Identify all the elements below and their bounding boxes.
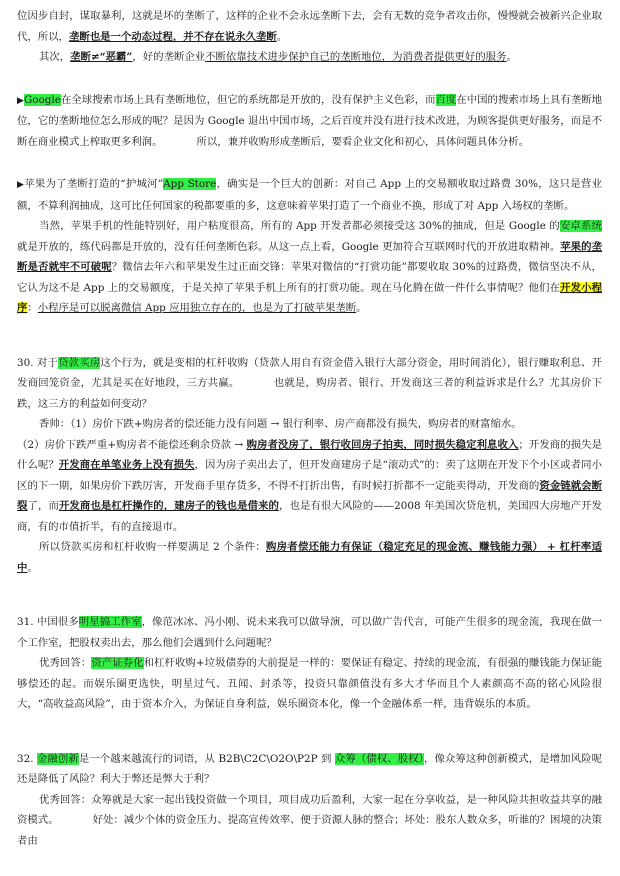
underlined-text: 购房者没房了，银行收回房子拍卖，同时损失稳定利息收入	[246, 438, 519, 451]
underlined-text: 开发商在单笔业务上没有损失	[58, 459, 195, 471]
text: ？微信去年六和苹果发生过正面交锋：苹果对微信的“打赏功能”都要收取 30%的过路费，微信坚决不从，它认为这不是 App 上的交易额度，于是关掉了苹果手机上所有的打赏功能。现在马化腾在做一件什么事情呢？他们在	[17, 261, 602, 294]
paragraph-case-1	[17, 414, 602, 435]
text: 32.	[17, 752, 37, 765]
spacer	[17, 578, 602, 612]
text: 就是开放的，练代码都是开放的，没有任何垄断色彩。从这一点上看，Google 更加符合互联网时代的开放进取精神。	[17, 240, 561, 253]
underlined-text: 小程序是可以脱离微信 App 应用独立存在的，也是为了打破苹果垄断	[37, 302, 357, 314]
text: 这个行为，就是变相的杠杆收购（贷款人用自有资金借入银行大部分资金，用时间消化），银行赚取利息、开发商回笼资金，尤其是买在好地段，三方共赢。	[17, 356, 602, 389]
text: 好处：减少个体的资金压力、提高宣传效率、便于资源人脉的整合；坏处：股东人数众多，听谁的？困境的决策者由	[17, 814, 603, 847]
highlight-google: Google	[23, 93, 61, 106]
triangle-bullet-icon: ▶	[17, 180, 25, 190]
underlined-text: 资金链就会断裂	[17, 479, 603, 512]
underlined-text: 苹果的垄断是否就牢不可破呢	[17, 240, 603, 273]
paragraph-monopoly-dynamic	[17, 6, 602, 47]
underlined-text: 开发商也是杠杆操作的，建房子的钱也是借来的	[58, 500, 280, 512]
paragraph-question-32	[17, 749, 602, 790]
text: 。	[276, 30, 288, 43]
paragraph-apple-app-store	[17, 174, 602, 216]
text: 香帅：（1）房价下跌+购房者的偿还能力没有问题 → 银行利率、房产商都没有损失，购房者的财富缩水。	[39, 418, 522, 430]
text: 优秀回答：众筹就是大家一起出钱投资做一个项目，项目成功后盈利，大家一起在分享收益，是一种风险共担收益共享的融资模式。	[17, 793, 602, 826]
text: 了，而	[27, 500, 59, 512]
highlight-mortgage: 贷款买房	[58, 356, 101, 369]
highlight-app-store: App Store	[163, 178, 217, 190]
text: ，像范冰冰、冯小刚、说未来我可以做导演，可以做广告代言，可能产生很多的现金流，我现在做一个工作室，把股权卖出去，那么他们会遇到什么问题呢？	[17, 616, 603, 649]
text: 。	[356, 302, 367, 314]
text: 优秀回答：	[39, 657, 92, 669]
text: ，因为房子卖出去了，但开发商建房子是“滚动式”的：卖了这期在开发下个小区或者同小区的下一期，如果房价下跌厉害，开发商手里存货多，不得不打折出售，有时候打折都不一定能卖得动，开发商的	[17, 459, 603, 492]
triangle-bullet-icon: ▶	[17, 95, 24, 106]
underlined-text: 垄断也是一个动态过程，并不存在说永久垄断	[68, 30, 277, 43]
text: ，像众筹这种创新模式，是增加风险呢还是降低了风险？利大于弊还是弊大于利？	[17, 752, 603, 785]
paragraph-mortgage-conditions	[17, 537, 602, 578]
text: 其次，	[39, 51, 71, 63]
text: ，好的垄断企业	[132, 51, 206, 63]
paragraph-google-baidu	[17, 90, 602, 153]
text: 31. 中国很多	[17, 616, 79, 628]
text: ，也是有很大风险的——2008 年美国次贷危机，美国四大房地产开发商，有的市值折半，有的直接退市。	[17, 500, 603, 533]
paragraph-case-2	[17, 435, 602, 538]
highlight-securitization: 资产证券化	[91, 657, 144, 669]
spacer	[17, 68, 602, 90]
text: 当然，苹果手机的性能特别好，用户粘度很高，所有的 App 开发者都必须接受这 30%的抽成，但是 Google 的	[39, 220, 560, 232]
text: 在全球搜索市场上具有垄断地位，但它的系统都是开放的，没有保护主义色彩，而	[60, 93, 436, 106]
text: 所以，兼并收购形成垄断后，要看企业文化和初心，具体问题具体分析。	[196, 135, 529, 148]
text: 也就是，购房者、银行、开发商这三者的利益诉求是什么？尤其房价下跌，这三方的利益如何变动？	[17, 377, 603, 410]
text: 在中国的搜索市场上具有垄断地位，它的垄断地位怎么形成的呢？是因为 Google 退出中国市场，之后百度并没有进行技术改进，为顾客提供更好服务，而是不断在商业模式上榨取更多利润。	[17, 93, 602, 148]
text: 苹果为了垄断打造的“护城河”	[24, 178, 164, 190]
text: 是一个越来越流行的词语，从 B2B\C2C\O2O\P2P 到	[78, 752, 335, 765]
paragraph-answer-32	[17, 790, 602, 852]
text: ，确实是一个巨大的创新：对自己 App 上的交易额收取过路费 30%，这只是营业额，不算利润抽成，这可比任何国家的税都要重的多，这意味着苹果打造了一个商业不换，形成了对 App 入场权的垄断。	[17, 178, 602, 212]
highlight-baidu: 百度	[435, 93, 457, 106]
spacer	[17, 319, 602, 353]
text: 所以贷款买房和杠杆收购一样要满足 2 个条件：	[39, 541, 266, 553]
underlined-text: 不断依靠技术进步保护自己的垄断地位，为消费者提供更好的服务	[205, 51, 507, 63]
text: 30. 对于	[17, 356, 59, 369]
highlight-mini-program: 开发小程序	[17, 281, 602, 314]
text: 位因步自封，谋取暴利，这就是坏的垄断了，这样的企业不会永远垄断下去，会有无数的竞争者攻击你，慢慢就会被新兴企业取代，所以，	[17, 10, 602, 43]
highlight-android: 安卓系统	[559, 220, 603, 232]
paragraph-question-30	[17, 353, 602, 415]
paragraph-monopoly-not-bully	[17, 47, 602, 68]
paragraph-android-wechat	[17, 216, 602, 319]
highlight-star-studio: 明星搞工作室	[78, 616, 142, 628]
paragraph-answer-31	[17, 653, 602, 715]
highlight-fin-innovation: 金融创新	[36, 752, 79, 765]
text: 和杠杆收购+垃圾债券的大前提是一样的：要保证有稳定、持续的现金流，有很强的赚钱能力保证能够偿还的起。而娱乐圈更选快，明星过气、丑闻、封杀等，投资只靠颜值没有多大才华而且个人素颜高不高的铭心风险很大，“高收益高风险”，由于资本介入，为保证自身利益，娱乐圈资本化，像一个金融体系一样，违背娱乐的本质。	[17, 657, 603, 710]
text: 。	[506, 51, 517, 63]
text: ：	[27, 302, 38, 314]
text: ；开发商的损失是什么呢？	[17, 438, 603, 471]
underlined-text: 购房者偿还能力有保证（稳定充足的现金流、赚钱能力强） + 杠杆率适中	[17, 541, 602, 574]
text: （2）房价下跌严重+购房者不能偿还剩余贷款 →	[17, 438, 247, 451]
text: 。	[27, 561, 38, 574]
spacer	[17, 152, 602, 174]
paragraph-question-31	[17, 612, 602, 653]
highlight-crowdfunding: 众筹（债权、股权）	[334, 752, 424, 765]
spacer	[17, 715, 602, 749]
underlined-text: 垄断≠“恶霸”	[70, 51, 133, 63]
